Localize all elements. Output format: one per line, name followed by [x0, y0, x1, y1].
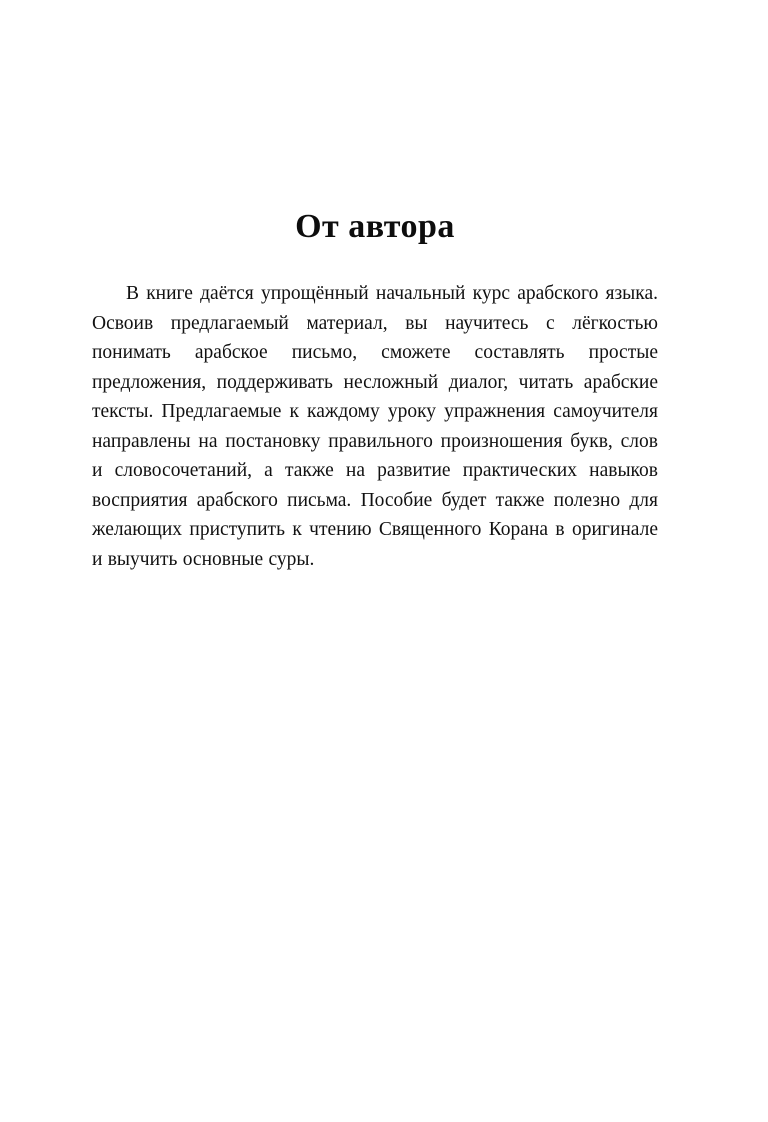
- page-title: От автора: [295, 208, 455, 245]
- page-content: [92, 208, 658, 574]
- body-paragraph: В книге даётся упрощённый начальный курс арабского языка. Освоив предлагаемый материал, вы научитесь с лёгкостью понимать арабское письмо, сможете составлять простые предложения, поддерживать несложный диалог, читать арабские тексты. Предлагаемые к каждому уроку упражнения самоучителя направлены на постановку правильного произношения букв, слов и словосочетаний, а также на развитие практических навыков восприятия арабского письма. Пособие будет также полезно для желающих приступить к чтению Священного Корана в оригинале и выучить основные суры.: [92, 283, 658, 570]
